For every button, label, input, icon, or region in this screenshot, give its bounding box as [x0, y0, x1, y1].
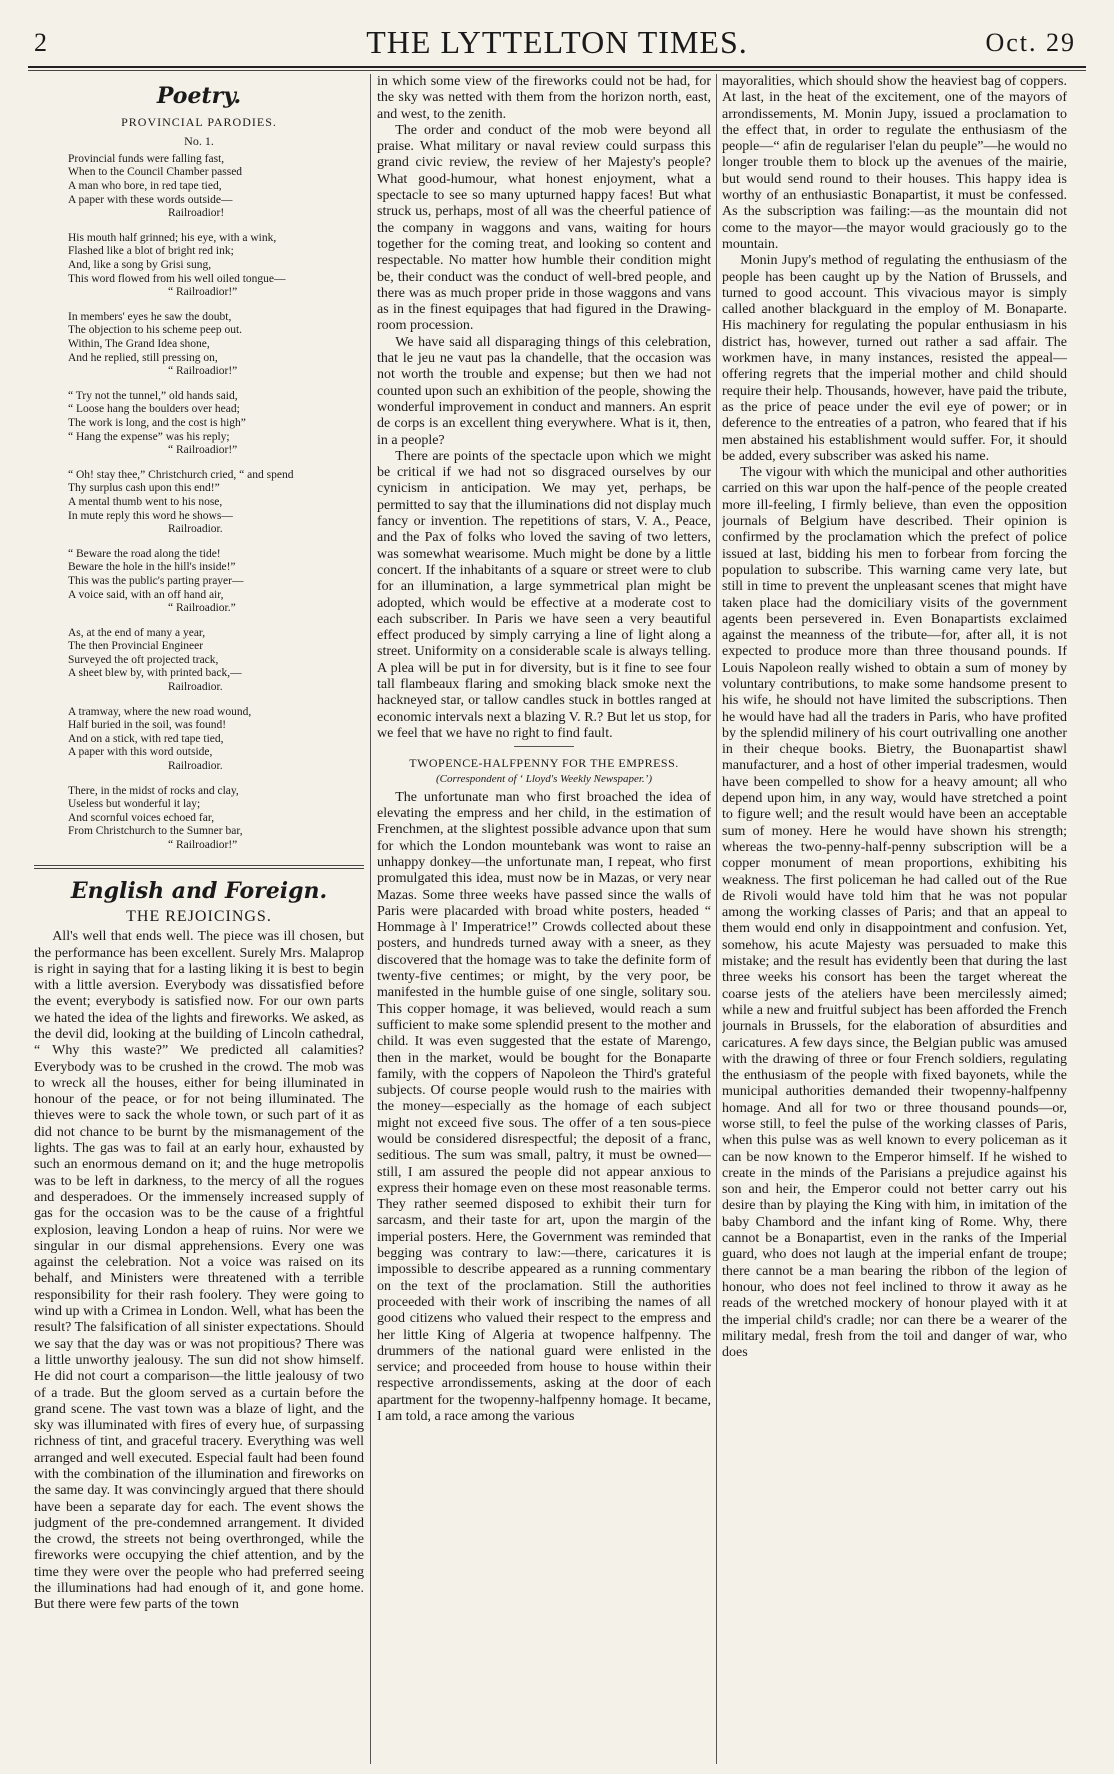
paragraph: Monin Jupy's method of regulating the enthusiasm of the people has been caught up by the Nation of Brussels, and turned to good account. This vivacious mayor is simply called another blackguard in the employ of M. Bonaparte. His machinery for regulating the popular enthusiasm in his district has, however, turned out rather a sad affair. The workmen have, in many instances, resisted the appeal—offering regrets that the imperial mother and child should require their help. Thousands, however, have paid the tribute, as the price of peace under the evil eye of power; or in deference to the entreaties of a patron, who feared that if his men abstained his establishment would suffer. For, it should be added, every subscriber was asked his name. [722, 253, 1067, 464]
poem-line: The then Provincial Engineer [68, 640, 204, 653]
poem-line: As, at the end of many a year, [68, 626, 206, 639]
poem-line: Railroadior. [168, 681, 223, 694]
poem-stanza [68, 311, 364, 379]
poem-stanza [68, 627, 364, 695]
paragraph: We have said all disparaging things of this celebration, that le jeu ne vaut pas la chandelle, that the occasion was not worth the trouble and expense; but then we had not counted upon such an exhibition of the people, showing the wonderful improvement in conduct and manners. An esprit de corps is an excellent thing everywhere. What is it, then, in a people? [377, 334, 711, 448]
poem-stanza [68, 548, 364, 616]
poem-line: “ Hang the expense” was his reply; [68, 430, 230, 443]
poem-line: When to the Council Chamber passed [68, 166, 243, 179]
masthead-rule [28, 66, 1086, 71]
poem-stanza [68, 153, 364, 221]
section-heading-poetry: Poetry. [156, 83, 242, 109]
column-rule [370, 74, 371, 1764]
poem-line: There, in the midst of rocks and clay, [68, 784, 239, 797]
section-rule [34, 865, 364, 866]
paragraph: in which some view of the fireworks could not be had, for the sky was netted with them from the horizon north, east, and west, to the zenith. [377, 74, 711, 122]
poem-line: This word flowed from his well oiled tongue— [68, 272, 286, 285]
article-credit: (Correspondent of ‘ Lloyd's Weekly Newspaper.’) [435, 773, 652, 786]
poem-line: Provincial funds were falling fast, [68, 152, 225, 165]
poem-line: A paper with this word outside, [68, 746, 213, 759]
section-rule [514, 746, 574, 747]
poem-line: And scornful voices echoed far, [68, 811, 215, 824]
poem-line: A paper with these words outside— [68, 193, 233, 206]
poem-line: And on a stick, with red tape tied, [68, 732, 224, 745]
column-2 [377, 74, 711, 1764]
poem-line: The objection to his scheme peep out. [68, 324, 243, 337]
poem-line: “ Oh! stay thee,” Christchurch cried, “ and spend [68, 468, 294, 481]
poem-line: “ Railroadior.” [168, 602, 236, 615]
poem-line: “ Beware the road along the tide! [68, 547, 221, 560]
article-title: THE REJOICINGS. [126, 907, 272, 925]
poem-stanza [68, 390, 364, 458]
article-title: TWOPENCE-HALFPENNY FOR THE EMPRESS. [409, 756, 679, 771]
article-body [34, 929, 364, 1613]
poem-line: A sheet blew by, with printed back,— [68, 667, 242, 680]
poem-line: A mental thumb went to his nose, [68, 495, 223, 508]
article-body [377, 74, 711, 742]
poem-line: And he replied, still pressing on, [68, 351, 218, 364]
poem-line: His mouth half grinned; his eye, with a wink, [68, 231, 277, 244]
poem-line: The work is long, and the cost is high” [68, 416, 246, 429]
poem-line: Railroadior! [168, 207, 225, 220]
issue-date: Oct. 29 [985, 28, 1076, 57]
poem-line: In members' eyes he saw the doubt, [68, 310, 232, 323]
masthead [28, 22, 1086, 64]
section-heading-foreign: English and Foreign. [70, 877, 328, 904]
poem-line: A man who bore, in red tape tied, [68, 180, 222, 193]
poem-line: “ Try not the tunnel,” old hands said, [68, 389, 238, 402]
article-body [722, 74, 1067, 1361]
paragraph: The order and conduct of the mob were beyond all praise. What military or naval review could surpass this grand civic review, the review of her Majesty's people? What good-humour, what honest enjoyment, what a spectacle to see so many upturned happy faces! But what struck us, perhaps, most of all was the cheerful patience of the company in waggons and vans, waiting for hours together for the coming treat, and looking so content and respectable. No matter how humble their condition might be, their conduct was the conduct of well-bred people, and there was as much proper pride in those waggons and vans as in the finest equipages that had figured in the Drawing-room procession. [377, 122, 711, 334]
article-body [377, 790, 711, 1426]
column-3 [722, 74, 1067, 1764]
poem-line: Useless but wonderful it lay; [68, 798, 201, 811]
poem-number: No. 1. [184, 133, 214, 148]
poem-stanza [68, 469, 364, 537]
poem-line: In mute reply this word he shows— [68, 509, 233, 522]
poem-line: From Christchurch to the Sumner bar, [68, 825, 243, 838]
poem-line: Thy surplus cash upon this end!” [68, 482, 220, 495]
paragraph: All's well that ends well. The piece was ill chosen, but the performance has been excellent. Surely Mrs. Malaprop is right in saying that for a lasting liking it is best to begin with a little aversion. Everybody was dissatisfied before the event; everybody is satisfied now. For our own parts we hated the idea of the lights and fireworks. We asked, as the devil did, looking at the building of Lincoln cathedral, “ Why this waste?” We predicted all calamities? Everybody was to be crushed in the crowd. The mob was to wreck all the houses, either for being illuminated in honour of the peace, or for not being illuminated. The thieves were to sack the whole town, or such part of it as did not chance to be burnt by the mismanagement of the lights. The gas was to fail at an early hour, exhausted by such an enormous demand on it; and the huge metropolis was to be left in darkness, to the mercy of all the rogues and desperadoes. Or the immensely increased supply of gas for the occasion was to be the cause of a frightful explosion, leaving London a heap of ruins. Nor were we singular in our dismal apprehensions. Every one was against the celebration. Not a voice was raised on its behalf, and Ministers were threatened with a terrible responsibility for their rash foolery. They were going to wind up with a Crimea in London. Well, what has been the result? The falsification of all sinister expectations. Should we say that the day was or was not propitious? There was a little unworthy jealousy. The sun did not show himself. He did not court a comparison—the little jealousy of two of a trade. But the gloom served as a curtain before the grand scene. The vast town was a blaze of light, and the sky was illuminated with fires of every hue, of surpassing richness of tint, and graceful tracery. Everything was well arranged and well executed. Especial fault had been found with the combination of the illumination and fireworks on the same day. It was convincingly argued that there should have been a separate day for each. The event shows the judgment of the pre-condemned arrangement. It divided the crowd, the streets not being overthronged, while the fireworks were occupying the chief attention, and by the time they were over the people who had preferred seeing the illuminations had had enough of it, and gone home. But there were few parts of the town [34, 929, 364, 1613]
poem-line: “ Railroadior!” [168, 365, 238, 378]
paragraph: There are points of the spectacle upon which we might be critical if we had not so disgraced ourselves by our cynicism in anticipation. We may yet, perhaps, be permitted to say that the illuminations did not display much fancy or invention. The repetitions of stars, V. A., Peace, and the Pax of folks who loved the saving of two letters, was somewhat wearisome. Much might be done by a little concert. If the inhabitants of a square or street were to club for an illumination, a large symmetrical plan might be adopted, which would be effective at a moderate cost to each subscriber. In Paris we have seen a very beautiful effect produced by simply carrying a line of light along a street. Uniformity on a considerable scale is always telling. A plea will be put in for diversity, but is it fine to see four tall flambeaux flaring and smoking black smoke next the hackneyed star, or tallow candles stuck in bottles ranged at economic intervals next a blazing V. R.? But let us stop, for we feel that we have no right to find fault. [377, 448, 711, 741]
poem-line: “ Loose hang the boulders over head; [68, 403, 240, 416]
poem-line: Flashed like a blot of bright red ink; [68, 245, 234, 258]
poem-line: “ Railroadior!” [168, 839, 238, 852]
paragraph: The unfortunate man who first broached the idea of elevating the empress and her child, in the estimation of Frenchmen, at the slightest possible advance upon that sum for which the London mountebank was wont to raise an unhappy donkey—the unfortunate man, I repeat, who first promulgated this idea, must now be in Mazas, or very near Mazas. Some three weeks have passed since the walls of Paris were placarded with broad white posters, headed “ Hommage à l' Imperatrice!” Crowds collected about these posters, and hundreds turned away with a sneer, as they discovered that the homage was to take the definite form of twenty-five centimes; or might, by the very poor, be manifested in the humble guise of one single, solitary sou. This copper homage, it was believed, would reach a sum sufficient to make some splendid present to the mother and child. It was even suggested that the estate of Marengo, then in the market, would be bought for the Bonaparte family, with the coppers of Napoleon the Third's grateful subjects. Of course people would rush to the mairies with the money—especially as the homage of each subject might not exceed five sous. The offer of a ten sous-piece would be considered disrespectful; the deposit of a franc, seditious. The sum was small, paltry, it must be owned—still, I am assured the people did not appear anxious to express their homage even on these most reasonable terms. They rather seemed disposed to exhibit their turn for sarcasm, and their taste for art, upon the margin of the imperial posters. Here, the Government was reminded that begging was contrary to law:—there, caricatures it is impossible to describe appeared as a running commentary on the text of the proclamation. Still the authorities proceeded with their work of inscribing the names of all good citizens who valued their respect to the empress and her little King of Algeria at twopence halfpenny. The drummers of the national guard were enlisted in the service; and proceeded from house to house within their respective arrondissements, asking at the door of each apartment for the twopenny-halfpenny homage. It became, I am told, a race among the various [377, 789, 711, 1425]
paragraph: mayoralities, which should show the heaviest bag of coppers. At last, in the heat of the excitement, one of the mayors of arrondissements, M. Monin Jupy, issued a proclamation to the effect that, in order to regulate the enthusiasm of the people—“ afin de regulariser l'elan du peuple”—he would no longer trouble them to block up the avenues of the mairie, but would send round to their houses. This happy idea is worthy of an enthusiastic Bonapartist, it must be confessed. As the subscription was failing:—as the mountain did not come to the mayor—the mayor would graciously go to the mountain. [722, 74, 1067, 252]
poem-line: Half buried in the soil, was found! [68, 719, 227, 732]
poem-title: PROVINCIAL PARODIES. [121, 115, 277, 130]
paragraph: The vigour with which the municipal and other authorities carried on this war upon the half-pence of the people created more ill-feeling, I firmly believe, than even the opposition journals of Belgium have described. Their opinion is confirmed by the proclamation which the prefect of police issued at last, bidding his men to forbear from forcing the population to subscribe. This warning came very late, but still in time to prevent the unpleasant scenes that might have taken place had the domiciliary visits of the government agents been persevered in. Even Bonapartists exclaimed against the meanness of the tribute—for, after all, it is not expected to produce more than three thousand pounds. If Louis Napoleon really wished to obtain a sum of money by voluntary contributions, to make some handsome present to his wife, he should not have limited the subscriptions. Then he would have had all the traders in Paris, who have profited by the splendid milinery of his court outrivalling one another in their cheque books. Bietry, the Buonapartist shawl manufacturer, and a host of other imperial tradesmen, would have been compelled to show for a heavy amount; all who depend upon him, in any way, would have stretched a point to figure well; and the result would have been an acceptable sum of money. Here he would have shown his strength; whereas the two-penny-half-penny subscription will be a copper monument of mean proportions, exhibiting his weakness. The first policeman he had called out of the Rue de Rivoli would have told him that he was not popular among the working classes of Paris; and that an appeal to them would end only in disappointment and confusion. Yet, somehow, his acute Majesty was persuaded to make this mistake; and the result has evidently been that during the last three weeks his consort has been the target whereat the coarse jests of the ateliers have been mercilessly aimed; while a new and fruitful subject has been afforded the French journals in Brussels, for the elaboration of absurdities and caricatures. A few days since, the Belgian public was amused with the drawing of three or four French soldiers, regulating the enthusiasm of the people with fixed bayonets, while the municipal authorities demanded their twopenny-halfpenny homage. And all for two or three thousand pounds—or, worse still, to feel the pulse of the working classes of Paris, when this pulse was as well known to every policeman as it can be now known to the Emperor himself. If he wished to create in the minds of the Parisians a prejudice against his son and heir, the Emperor could not better carry out his desire than by playing the King with him, in imitation of the baby Chambord and the infant king of Rome. Why, there cannot be a Bonapartist, even in the ranks of the Imperial guard, who does not laugh at the imperial enfant de troupe; there cannot be a man bearing the ribbon of the legion of honour, who does not feel inclined to throw it away as he reads of the wretched mockery of honour played with it at the imperial child's cradle; nor can there be a wearer of the military medal, fresh from the toil and danger of war, who does [722, 465, 1067, 1361]
section-rule [34, 868, 364, 869]
poem-line: And, like a song by Grisi sung, [68, 259, 212, 272]
poem-line: Within, The Grand Idea shone, [68, 338, 210, 351]
column-rule [716, 74, 717, 1764]
poem-line: A tramway, where the new road wound, [68, 705, 252, 718]
poem-line: A voice said, with an off hand air, [68, 588, 224, 601]
poem-stanza [68, 785, 364, 853]
poem [34, 153, 364, 853]
poem-line: Railroadior. [168, 523, 223, 536]
column-1 [34, 74, 364, 1764]
poem-line: “ Railroadior!” [168, 444, 238, 457]
page-number: 2 [34, 28, 47, 57]
poem-line: “ Railroadior!” [168, 286, 238, 299]
poem-line: This was the public's parting prayer— [68, 574, 244, 587]
newspaper-title: THE LYTTELTON TIMES. [366, 24, 748, 60]
poem-line: Railroadior. [168, 760, 223, 773]
poem-line: Beware the hole in the hill's inside!” [68, 561, 236, 574]
poem-stanza [68, 706, 364, 774]
poem-line: Surveyed the oft projected track, [68, 653, 219, 666]
poem-stanza [68, 232, 364, 300]
